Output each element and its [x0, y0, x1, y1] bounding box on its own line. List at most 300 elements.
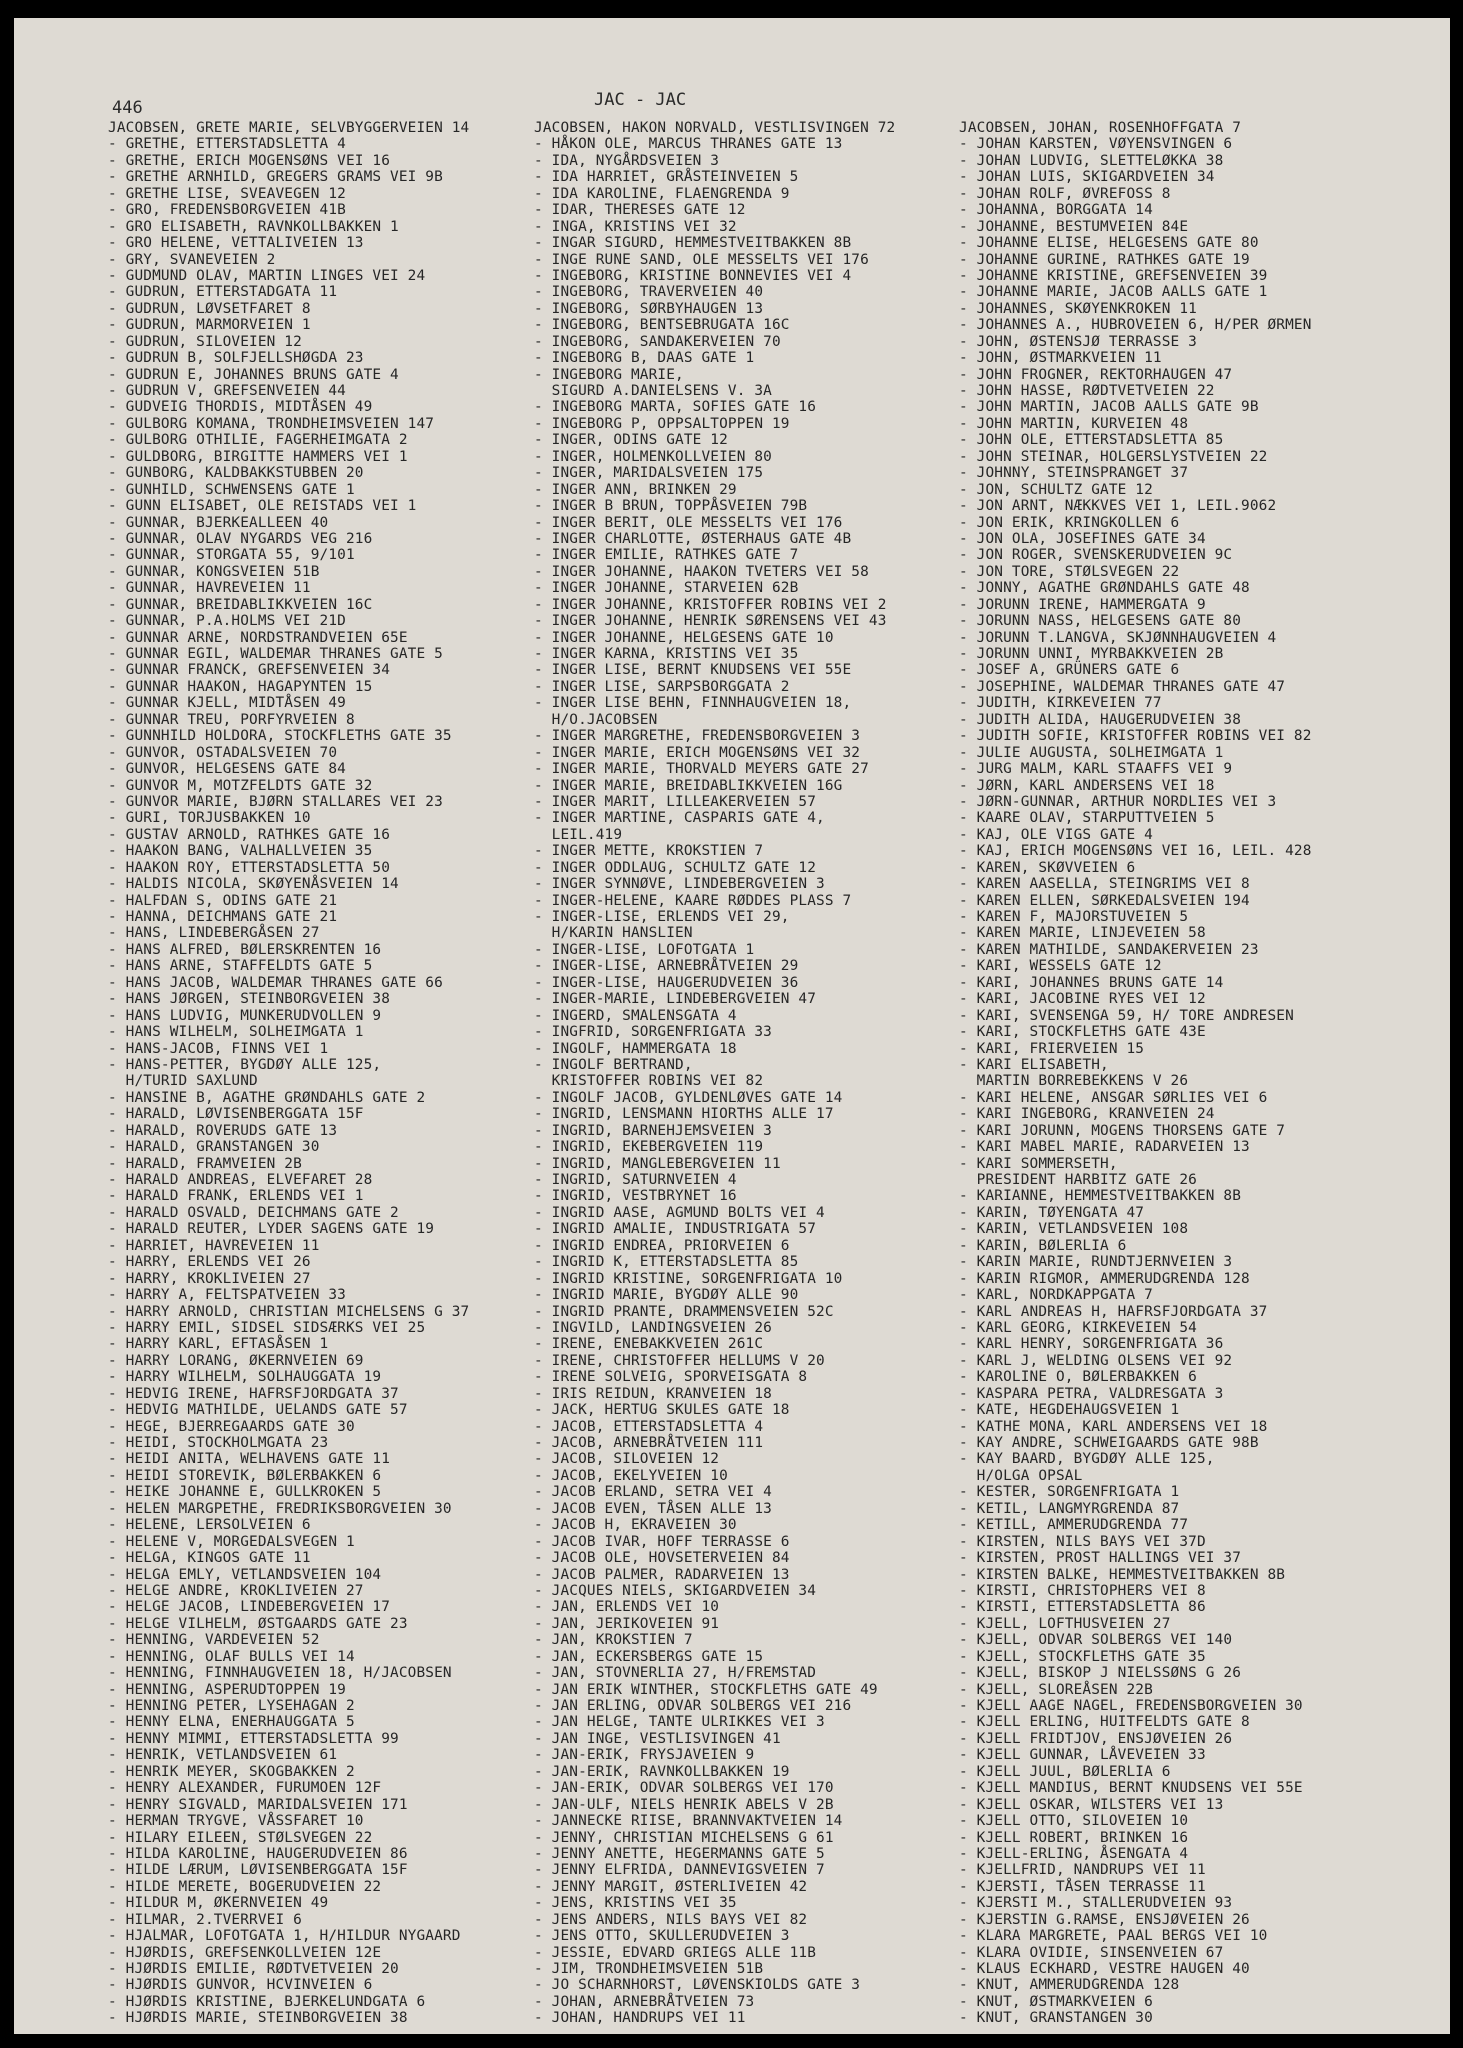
directory-entry: - HARRY, ERLENDS VEI 26	[108, 1254, 311, 1271]
directory-entry: - JOHAN ROLF, ØVREFOSS 8	[959, 185, 1171, 202]
directory-entry: - GRO HELENE, VETTALIVEIEN 13	[108, 235, 364, 252]
directory-entry: - KARIANNE, HEMMESTVEITBAKKEN 8B	[959, 1188, 1242, 1205]
directory-entry: - JOHAN LUDVIG, SLETTELØKKA 38	[959, 152, 1224, 169]
directory-entry: - JAN, ERLENDS VEI 10	[534, 1599, 720, 1616]
directory-entry: - KAARE OLAV, STARPUTTVEIEN 5	[959, 810, 1215, 827]
directory-entry: - JOSEPHINE, WALDEMAR THRANES GATE 47	[959, 678, 1286, 695]
directory-entry: - KAREN AASELLA, STEINGRIMS VEI 8	[959, 876, 1250, 893]
directory-entry: - GRO, FREDENSBORGVEIEN 41B	[108, 202, 346, 219]
directory-entry: - JACOB IVAR, HOFF TERRASSE 6	[534, 1533, 790, 1550]
directory-entry: - INGRID, LENSMANN HIORTHS ALLE 17	[534, 1106, 834, 1123]
directory-entry: - KARI, WESSELS GATE 12	[959, 958, 1162, 975]
directory-entry: - HAAKON ROY, ETTERSTADSLETTA 50	[108, 859, 391, 876]
directory-entry: - KJERSTIN G.RAMSE, ENSJØVEIEN 26	[959, 1911, 1250, 1928]
directory-entry: - KETIL, LANGMYRGRENDA 87	[959, 1500, 1180, 1517]
directory-entry: - INGOLF, HAMMERGATA 18	[534, 1040, 737, 1057]
directory-entry: - HELEN MARGPETHE, FREDRIKSBORGVEIEN 30	[108, 1500, 452, 1517]
directory-entry: - KJELL MANDIUS, BERNT KNUDSENS VEI 55E	[959, 1780, 1303, 1797]
directory-entry: - INGER JOHANNE, STARVEIEN 62B	[534, 580, 799, 597]
directory-entry: - HEIKE JOHANNE E, GULLKROKEN 5	[108, 1484, 382, 1501]
directory-entry: - INGEBORG, TRAVERVEIEN 40	[534, 284, 764, 301]
directory-entry: - GUNNHILD HOLDORA, STOCKFLETHS GATE 35	[108, 728, 452, 745]
directory-entry: - KAREN MARIE, LINJEVEIEN 58	[959, 925, 1206, 942]
directory-entry: - JOHAN LUIS, SKIGARDVEIEN 34	[959, 169, 1215, 186]
directory-entry: - JAN ERIK WINTHER, STOCKFLETHS GATE 49	[534, 1681, 878, 1698]
directory-entry: - KARL GEORG, KIRKEVEIEN 54	[959, 1319, 1197, 1336]
directory-entry: - KARIN, VETLANDSVEIEN 108	[959, 1221, 1189, 1238]
directory-entry: - KAREN ELLEN, SØRKEDALSVEIEN 194	[959, 892, 1250, 909]
directory-entry: - HARALD, LØVISENBERGGATA 15F	[108, 1106, 364, 1123]
directory-entry: - HELENE V, MORGEDALSVEGEN 1	[108, 1533, 355, 1550]
directory-entry: - KAREN F, MAJORSTUVEIEN 5	[959, 909, 1189, 925]
directory-entry: - KJELLFRID, NANDRUPS VEI 11	[959, 1862, 1206, 1879]
directory-entry: - JOHN HASSE, RØDTVETVEIEN 22	[959, 383, 1215, 399]
directory-entry: - KAY ANDRE, SCHWEIGAARDS GATE 98B	[959, 1435, 1259, 1451]
directory-entry: - HJØRDIS KRISTINE, BJERKELUNDGATA 6	[108, 1993, 426, 2010]
directory-entry: - JAN, STOVNERLIA 27, H/FREMSTAD	[534, 1665, 817, 1682]
directory-entry: MARTIN BORREBEKKENS V 26	[959, 1073, 1189, 1090]
directory-entry: - HENRY ALEXANDER, FURUMOEN 12F	[108, 1780, 382, 1797]
running-head: JAC - JAC	[594, 90, 687, 110]
directory-entry: - IDA, NYGÅRDSVEIEN 3	[534, 152, 720, 169]
directory-entry: - IRENE SOLVEIG, SPORVEISGATA 8	[534, 1369, 808, 1386]
directory-entry: - INGRID PRANTE, DRAMMENSVEIEN 52C	[534, 1303, 834, 1320]
directory-entry: - KAJ, ERICH MOGENSØNS VEI 16, LEIL. 428	[959, 843, 1312, 860]
directory-entry: - HARALD ANDREAS, ELVEFARET 28	[108, 1172, 373, 1188]
directory-entry: - GUDRUN V, GREFSENVEIEN 44	[108, 383, 346, 399]
directory-entry: - HANS WILHELM, SOLHEIMGATA 1	[108, 1024, 364, 1041]
directory-entry: - GUNNAR, BJERKEALLEEN 40	[108, 514, 329, 531]
directory-entry: - HARRY LORANG, ØKERNVEIEN 69	[108, 1352, 364, 1369]
directory-entry: - JUDITH, KIRKEVEIEN 77	[959, 695, 1162, 712]
directory-entry: - GUNNAR, OLAV NYGARDS VEG 216	[108, 530, 373, 547]
directory-entry: - KJELL ERLING, HUITFELDTS GATE 8	[959, 1714, 1250, 1731]
directory-entry: - JON, SCHULTZ GATE 12	[959, 481, 1153, 498]
directory-entry: - INGER, ODINS GATE 12	[534, 432, 728, 449]
directory-entry: - HERMAN TRYGVE, VÅSSFARET 10	[108, 1813, 364, 1830]
directory-entry: - JAN ERLING, ODVAR SOLBERGS VEI 216	[534, 1698, 852, 1714]
directory-entry: - GUDMUND OLAV, MARTIN LINGES VEI 24	[108, 267, 426, 284]
directory-entry: - KAREN, SKØVVEIEN 6	[959, 859, 1136, 876]
directory-page	[14, 18, 1450, 2034]
directory-entry: - INGER BERIT, OLE MESSELTS VEI 176	[534, 514, 843, 531]
directory-entry: - INGEBORG P, OPPSALTOPPEN 19	[534, 415, 790, 432]
directory-entry: - JOHN, ØSTENSJØ TERRASSE 3	[959, 333, 1197, 350]
directory-entry: - HEDVIG MATHILDE, UELANDS GATE 57	[108, 1402, 408, 1419]
directory-entry: - INGER-HELENE, KAARE RØDDES PLASS 7	[534, 892, 852, 909]
directory-entry: - KARI MABEL MARIE, RADARVEIEN 13	[959, 1139, 1250, 1156]
directory-entry: - GUNNAR, BREIDABLIKKVEIEN 16C	[108, 596, 373, 613]
directory-entry: - HILDE MERETE, BOGERUDVEIEN 22	[108, 1878, 382, 1895]
directory-entry: - JACOB PALMER, RADARVEIEN 13	[534, 1566, 790, 1583]
directory-entry: - JAN-ERIK, RAVNKOLLBAKKEN 19	[534, 1763, 790, 1780]
directory-entry: - GULDBORG, BIRGITTE HAMMERS VEI 1	[108, 448, 408, 465]
directory-entry: - GUNNAR, P.A.HOLMS VEI 21D	[108, 613, 346, 630]
directory-entry: - KAY BAARD, BYGDØY ALLE 125,	[959, 1451, 1215, 1468]
directory-entry: - JON OLA, JOSEFINES GATE 34	[959, 530, 1206, 547]
directory-entry: - GUSTAV ARNOLD, RATHKES GATE 16	[108, 826, 391, 843]
directory-entry: - INGRID MARIE, BYGDØY ALLE 90	[534, 1287, 799, 1304]
directory-entry: - KAROLINE O, BØLERBAKKEN 6	[959, 1369, 1197, 1386]
directory-entry: KRISTOFFER ROBINS VEI 82	[534, 1073, 764, 1090]
directory-entry: - HENNY ELNA, ENERHAUGGATA 5	[108, 1714, 355, 1731]
directory-entry: H/TURID SAXLUND	[108, 1073, 258, 1090]
directory-entry: - JON ARNT, NÆKKVES VEI 1, LEIL.9062	[959, 498, 1277, 515]
directory-entry: - KATHE MONA, KARL ANDERSENS VEI 18	[959, 1418, 1268, 1435]
directory-entry: - INGER ANN, BRINKEN 29	[534, 481, 737, 498]
directory-entry: - JENS, KRISTINS VEI 35	[534, 1895, 737, 1912]
directory-entry: - HEDVIG IRENE, HAFRSFJORDGATA 37	[108, 1385, 399, 1402]
directory-entry: - JAN-ERIK, FRYSJAVEIEN 9	[534, 1747, 755, 1764]
directory-entry: - INGER JOHANNE, HAAKON TVETERS VEI 58	[534, 563, 869, 580]
directory-entry: - KARL HENRY, SORGENFRIGATA 36	[959, 1336, 1224, 1353]
directory-entry: - INGER LISE BEHN, FINNHAUGVEIEN 18,	[534, 695, 852, 712]
directory-entry: - KARI, JOHANNES BRUNS GATE 14	[959, 974, 1224, 991]
directory-entry: - GUNNAR, STORGATA 55, 9/101	[108, 547, 355, 564]
directory-entry: - INGER-LISE, LOFOTGATA 1	[534, 941, 755, 958]
directory-entry: - GUNNAR EGIL, WALDEMAR THRANES GATE 5	[108, 646, 443, 662]
directory-entry: - HENNING, FINNHAUGVEIEN 18, H/JACOBSEN	[108, 1665, 452, 1682]
directory-entry: - KARI, JACOBINE RYES VEI 12	[959, 991, 1206, 1008]
directory-entry: - GUDRUN, LØVSETFARET 8	[108, 300, 311, 317]
directory-entry: - HILDE LÆRUM, LØVISENBERGGATA 15F	[108, 1862, 408, 1879]
directory-entry: - GUDRUN, MARMORVEIEN 1	[108, 317, 311, 334]
directory-entry: - HILMAR, 2.TVERRVEI 6	[108, 1911, 302, 1928]
directory-entry: - GUNNAR TREU, PORFYRVEIEN 8	[108, 711, 355, 728]
directory-entry: - KESTER, SORGENFRIGATA 1	[959, 1484, 1180, 1501]
directory-entry: - HENRIK MEYER, SKOGBAKKEN 2	[108, 1763, 355, 1780]
directory-entry: - KIRSTI, ETTERSTADSLETTA 86	[959, 1599, 1206, 1616]
directory-entry: - KJELL AAGE NAGEL, FREDENSBORGVEIEN 30	[959, 1698, 1303, 1714]
directory-entry: - JOHN MARTIN, JACOB AALLS GATE 9B	[959, 399, 1259, 416]
directory-entry: - GRETHE ARNHILD, GREGERS GRAMS VEI 9B	[108, 169, 443, 186]
directory-entry: - INGER JOHANNE, KRISTOFFER ROBINS VEI 2	[534, 596, 887, 613]
directory-entry: - INGER LISE, SARPSBORGGATA 2	[534, 678, 790, 695]
directory-entry: - INGER-LISE, HAUGERUDVEIEN 36	[534, 974, 799, 991]
directory-entry: - HJØRDIS, GREFSENKOLLVEIEN 12E	[108, 1944, 382, 1961]
directory-entry: - HENNING PETER, LYSEHAGAN 2	[108, 1698, 355, 1714]
directory-entry: - HALFDAN S, ODINS GATE 21	[108, 892, 338, 909]
directory-entry: - GRO ELISABETH, RAVNKOLLBAKKEN 1	[108, 218, 399, 235]
directory-entry: - HELGE ANDRE, KROKLIVEIEN 27	[108, 1582, 364, 1599]
directory-entry: - IRENE, CHRISTOFFER HELLUMS V 20	[534, 1352, 825, 1369]
directory-entry: - JAN, KROKSTIEN 7	[534, 1632, 693, 1649]
directory-entry: - INGRID ENDREA, PRIORVEIEN 6	[534, 1237, 790, 1254]
directory-entry: - JENNY ANETTE, HEGERMANNS GATE 5	[534, 1845, 825, 1862]
directory-entry: - HARRY A, FELTSPATVEIEN 33	[108, 1287, 346, 1304]
directory-entry: - HARALD REUTER, LYDER SAGENS GATE 19	[108, 1221, 435, 1238]
directory-entry: - JOHAN KARSTEN, VØYENSVINGEN 6	[959, 136, 1233, 153]
directory-entry: - JACQUES NIELS, SKIGARDVEIEN 34	[534, 1582, 817, 1599]
directory-entry: - HANS-JACOB, FINNS VEI 1	[108, 1040, 329, 1057]
directory-entry: - HARALD, ROVERUDS GATE 13	[108, 1122, 338, 1139]
directory-entry: - JOHANNE ELISE, HELGESENS GATE 80	[959, 235, 1259, 252]
directory-entry: - INGEBORG MARTA, SOFIES GATE 16	[534, 399, 817, 416]
directory-entry: - INGVILD, LANDINGSVEIEN 26	[534, 1319, 772, 1336]
directory-entry: - HÅKON OLE, MARCUS THRANES GATE 13	[534, 136, 843, 153]
directory-column-1	[108, 120, 553, 2027]
directory-entry: - JORUNN UNNI, MYRBAKKVEIEN 2B	[959, 646, 1224, 662]
directory-entry: - JIM, TRONDHEIMSVEIEN 51B	[534, 1961, 764, 1977]
directory-entry: - HELGA EMLY, VETLANDSVEIEN 104	[108, 1566, 382, 1583]
directory-entry: - KIRSTEN BALKE, HEMMESTVEITBAKKEN 8B	[959, 1566, 1286, 1583]
directory-entry: - KJELL, SLOREÅSEN 22B	[959, 1681, 1153, 1698]
directory-entry: - INGFRID, SORGENFRIGATA 33	[534, 1024, 772, 1041]
directory-entry: - KIRSTEN, PROST HALLINGS VEI 37	[959, 1550, 1242, 1567]
directory-entry: - HJALMAR, LOFOTGATA 1, H/HILDUR NYGAARD	[108, 1928, 461, 1945]
directory-entry: - JOHN MARTIN, KURVEIEN 48	[959, 415, 1189, 432]
directory-entry: - INGAR SIGURD, HEMMESTVEITBAKKEN 8B	[534, 235, 852, 252]
directory-entry: - KARI ELISABETH,	[959, 1056, 1109, 1073]
directory-entry: - JOHNNY, STEINSPRANGET 37	[959, 465, 1189, 482]
directory-entry: - KJERSTI, TÅSEN TERRASSE 11	[959, 1878, 1206, 1895]
directory-entry: - JACOB, ETTERSTADSLETTA 4	[534, 1418, 764, 1435]
directory-entry: - INGRID, EKEBERGVEIEN 119	[534, 1139, 764, 1156]
directory-entry: - KJELL, ODVAR SOLBERGS VEI 140	[959, 1632, 1233, 1649]
directory-entry: - KARI, STOCKFLETHS GATE 43E	[959, 1024, 1206, 1041]
directory-entry: - JURG MALM, KARL STAAFFS VEI 9	[959, 761, 1233, 778]
directory-entry: - INGER CHARLOTTE, ØSTERHAUS GATE 4B	[534, 530, 852, 547]
directory-entry: - INGER LISE, BERNT KNUDSENS VEI 55E	[534, 662, 852, 679]
directory-entry: - INGEBORG, BENTSEBRUGATA 16C	[534, 317, 790, 334]
directory-entry: - HANS, LINDEBERGÅSEN 27	[108, 925, 320, 942]
directory-entry: - JACOB, EKELYVEIEN 10	[534, 1467, 728, 1484]
directory-entry: - HANS JØRGEN, STEINBORGVEIEN 38	[108, 991, 391, 1008]
directory-entry: - INGER B BRUN, TOPPÅSVEIEN 79B	[534, 498, 808, 515]
directory-entry: - GULBORG OTHILIE, FAGERHEIMGATA 2	[108, 432, 408, 449]
directory-entry: - KJERSTI M., STALLERUDVEIEN 93	[959, 1895, 1233, 1912]
directory-entry: - KARI HELENE, ANSGAR SØRLIES VEI 6	[959, 1089, 1268, 1106]
directory-entry: - HARRY WILHELM, SOLHAUGGATA 19	[108, 1369, 382, 1386]
directory-entry: - HARRY ARNOLD, CHRISTIAN MICHELSENS G 37	[108, 1303, 470, 1320]
directory-entry: - INGER-LISE, ARNEBRÅTVEIEN 29	[534, 958, 799, 975]
directory-entry: H/OLGA OPSAL	[959, 1467, 1083, 1484]
directory-entry: - INGOLF BERTRAND,	[534, 1056, 693, 1073]
directory-entry: SIGURD A.DANIELSENS V. 3A	[534, 383, 772, 399]
directory-entry: - HENRIK, VETLANDSVEIEN 61	[108, 1747, 338, 1764]
directory-entry: - IDA KAROLINE, FLAENGRENDA 9	[534, 185, 790, 202]
directory-entry: - JORUNN T.LANGVA, SKJØNNHAUGVEIEN 4	[959, 629, 1277, 646]
directory-entry: - JONNY, AGATHE GRØNDAHLS GATE 48	[959, 580, 1250, 597]
directory-entry: - HANSINE B, AGATHE GRØNDAHLS GATE 2	[108, 1089, 426, 1106]
directory-entry: - HENNY MIMMI, ETTERSTADSLETTA 99	[108, 1730, 399, 1747]
directory-entry: - INGRID AASE, AGMUND BOLTS VEI 4	[534, 1204, 825, 1221]
directory-entry: - HANNA, DEICHMANS GATE 21	[108, 909, 338, 925]
directory-entry: - JACOB EVEN, TÅSEN ALLE 13	[534, 1500, 772, 1517]
directory-entry: - INGER MARGRETHE, FREDENSBORGVEIEN 3	[534, 728, 861, 745]
directory-entry: - KARI INGEBORG, KRANVEIEN 24	[959, 1106, 1215, 1123]
directory-entry: - GUNVOR, OSTADALSVEIEN 70	[108, 744, 338, 761]
directory-entry: - GUNNAR FRANCK, GREFSENVEIEN 34	[108, 662, 391, 679]
directory-entry: - JOHANNES, SKØYENKROKEN 11	[959, 300, 1197, 317]
directory-entry: - INGRID AMALIE, INDUSTRIGATA 57	[534, 1221, 817, 1238]
directory-entry: - INGER MARIT, LILLEAKERVEIEN 57	[534, 793, 817, 810]
directory-entry: - JØRN-GUNNAR, ARTHUR NORDLIES VEI 3	[959, 793, 1277, 810]
directory-entry: - JOHANNE, BESTUMVEIEN 84E	[959, 218, 1189, 235]
directory-entry: - HELGE VILHELM, ØSTGAARDS GATE 23	[108, 1615, 408, 1632]
directory-entry: JACOBSEN, JOHAN, ROSENHOFFGATA 7	[959, 120, 1242, 136]
directory-entry: - INGEBORG, KRISTINE BONNEVIES VEI 4	[534, 267, 852, 284]
directory-entry: - HEIDI, STOCKHOLMGATA 23	[108, 1435, 329, 1451]
directory-entry: - INGER, HOLMENKOLLVEIEN 80	[534, 448, 772, 465]
directory-entry: - INGERD, SMALENSGATA 4	[534, 1007, 737, 1024]
directory-entry: - JORUNN IRENE, HAMMERGATA 9	[959, 596, 1206, 613]
directory-entry: PRESIDENT HARBITZ GATE 26	[959, 1172, 1197, 1188]
directory-entry: - GUNNAR KJELL, MIDTÅSEN 49	[108, 695, 346, 712]
directory-entry: - JØRN, KARL ANDERSENS VEI 18	[959, 777, 1215, 794]
directory-entry: - JUDITH SOFIE, KRISTOFFER ROBINS VEI 82	[959, 728, 1312, 745]
directory-entry: - INGEBORG B, DAAS GATE 1	[534, 350, 755, 367]
directory-entry: - JENNY, CHRISTIAN MICHELSENS G 61	[534, 1829, 834, 1846]
directory-entry: - KIRSTEN, NILS BAYS VEI 37D	[959, 1533, 1206, 1550]
directory-entry: - GUNNAR, HAVREVEIEN 11	[108, 580, 311, 597]
directory-entry: - HAAKON BANG, VALHALLVEIEN 35	[108, 843, 373, 860]
directory-entry: - JAN INGE, VESTLISVINGEN 41	[534, 1730, 781, 1747]
directory-entry: - GUNNAR, KONGSVEIEN 51B	[108, 563, 320, 580]
directory-column-3	[959, 120, 1404, 2027]
directory-entry: - JACOB OLE, HOVSETERVEIEN 84	[534, 1550, 790, 1567]
directory-entry: - HARRY, KROKLIVEIEN 27	[108, 1270, 311, 1287]
directory-entry: - HEGE, BJERREGAARDS GATE 30	[108, 1418, 355, 1435]
directory-entry: - GUDRUN B, SOLFJELLSHØGDA 23	[108, 350, 364, 367]
directory-entry: - GUNN ELISABET, OLE REISTADS VEI 1	[108, 498, 417, 515]
directory-entry: - HARALD, GRANSTANGEN 30	[108, 1139, 320, 1156]
directory-entry: - HARALD OSVALD, DEICHMANS GATE 2	[108, 1204, 399, 1221]
directory-entry: - INGER MARTINE, CASPARIS GATE 4,	[534, 810, 825, 827]
directory-entry: - GUNNAR HAAKON, HAGAPYNTEN 15	[108, 678, 373, 695]
directory-entry: - JOHANNES A., HUBROVEIEN 6, H/PER ØRMEN	[959, 317, 1312, 334]
directory-entry: - JOHANNE KRISTINE, GREFSENVEIEN 39	[959, 267, 1268, 284]
directory-entry: - INGRID K, ETTERSTADSLETTA 85	[534, 1254, 799, 1271]
directory-entry: - GUNVOR M, MOTZFELDTS GATE 32	[108, 777, 373, 794]
directory-entry: - JACOB H, EKRAVEIEN 30	[534, 1517, 737, 1534]
directory-entry: - INGRID, MANGLEBERGVEIEN 11	[534, 1155, 781, 1172]
directory-entry: JACOBSEN, GRETE MARIE, SELVBYGGERVEIEN 14	[108, 120, 470, 136]
directory-entry: - HEIDI STOREVIK, BØLERBAKKEN 6	[108, 1467, 382, 1484]
directory-entry: - JORUNN NASS, HELGESENS GATE 80	[959, 613, 1242, 630]
directory-entry: - KASPARA PETRA, VALDRESGATA 3	[959, 1385, 1224, 1402]
directory-entry: - JENNY ELFRIDA, DANNEVIGSVEIEN 7	[534, 1862, 825, 1879]
directory-entry: - GUNVOR MARIE, BJØRN STALLARES VEI 23	[108, 793, 443, 810]
directory-entry: - INGE RUNE SAND, OLE MESSELTS VEI 176	[534, 251, 869, 268]
directory-column-2	[534, 120, 979, 2027]
directory-entry: - INGRID, VESTBRYNET 16	[534, 1188, 737, 1205]
directory-entry: - JENS ANDERS, NILS BAYS VEI 82	[534, 1911, 808, 1928]
directory-entry: - GUDRUN, SILOVEIEN 12	[108, 333, 302, 350]
directory-entry: - KARL ANDREAS H, HAFRSFJORDGATA 37	[959, 1303, 1268, 1320]
directory-entry: - KARI, FRIERVEIEN 15	[959, 1040, 1145, 1057]
directory-entry: - KJELL FRIDTJOV, ENSJØVEIEN 26	[959, 1730, 1233, 1747]
directory-entry: - INGRID KRISTINE, SORGENFRIGATA 10	[534, 1270, 843, 1287]
directory-entry: - HARRY EMIL, SIDSEL SIDSÆRKS VEI 25	[108, 1319, 426, 1336]
directory-entry: H/O.JACOBSEN	[534, 711, 658, 728]
directory-entry: - KJELL OTTO, SILOVEIEN 10	[959, 1813, 1189, 1830]
directory-entry: - JO SCHARNHORST, LØVENSKIOLDS GATE 3	[534, 1977, 861, 1994]
directory-entry: - JOHANNA, BORGGATA 14	[959, 202, 1153, 219]
directory-entry: - INGEBORG MARIE,	[534, 366, 684, 383]
directory-entry: - INGER MARIE, THORVALD MEYERS GATE 27	[534, 761, 869, 778]
directory-entry: - JOHANNE MARIE, JACOB AALLS GATE 1	[959, 284, 1268, 301]
directory-entry: - KARIN RIGMOR, AMMERUDGRENDA 128	[959, 1270, 1250, 1287]
directory-entry: LEIL.419	[534, 826, 623, 843]
directory-entry: - HJØRDIS MARIE, STEINBORGVEIEN 38	[108, 2010, 408, 2027]
directory-entry: - GUNHILD, SCHWENSENS GATE 1	[108, 481, 355, 498]
directory-entry: - HARALD FRANK, ERLENDS VEI 1	[108, 1188, 364, 1205]
directory-entry: - JACOB ERLAND, SETRA VEI 4	[534, 1484, 772, 1501]
directory-entry: - INGOLF JACOB, GYLDENLØVES GATE 14	[534, 1089, 843, 1106]
directory-entry: - INGER ODDLAUG, SCHULTZ GATE 12	[534, 859, 817, 876]
directory-entry: - GRETHE LISE, SVEAVEGEN 12	[108, 185, 346, 202]
directory-entry: - KARL J, WELDING OLSENS VEI 92	[959, 1352, 1233, 1369]
directory-entry: - HJØRDIS EMILIE, RØDTVETVEIEN 20	[108, 1961, 399, 1977]
directory-entry: - JOHANNE GURINE, RATHKES GATE 19	[959, 251, 1250, 268]
directory-entry: - INGEBORG, SANDAKERVEIEN 70	[534, 333, 781, 350]
directory-entry: - INGEBORG, SØRBYHAUGEN 13	[534, 300, 764, 317]
directory-entry: - HANS ARNE, STAFFELDTS GATE 5	[108, 958, 373, 975]
directory-entry: - GRETHE, ETTERSTADSLETTA 4	[108, 136, 346, 153]
directory-entry: - JENNY MARGIT, ØSTERLIVEIEN 42	[534, 1878, 808, 1895]
directory-entry: - JOSEF A, GRÜNERS GATE 6	[959, 662, 1180, 679]
directory-entry: - HARRIET, HAVREVEIEN 11	[108, 1237, 320, 1254]
directory-entry: - INGER SYNNØVE, LINDEBERGVEIEN 3	[534, 876, 825, 893]
directory-entry: - HILARY EILEEN, STØLSVEGEN 22	[108, 1829, 373, 1846]
directory-entry: - GUNVOR, HELGESENS GATE 84	[108, 761, 346, 778]
directory-entry: - JUDITH ALIDA, HAUGERUDVEIEN 38	[959, 711, 1242, 728]
directory-entry: - INGER MARIE, ERICH MOGENSØNS VEI 32	[534, 744, 861, 761]
directory-entry: - INGA, KRISTINS VEI 32	[534, 218, 737, 235]
directory-entry: - KLARA OVIDIE, SINSENVEIEN 67	[959, 1944, 1224, 1961]
directory-entry: - KARIN, TØYENGATA 47	[959, 1204, 1145, 1221]
directory-entry: - KJELL, STOCKFLETHS GATE 35	[959, 1648, 1206, 1665]
directory-entry: - IDAR, THERESES GATE 12	[534, 202, 746, 219]
directory-entry: - JON ROGER, SVENSKERUDVEIEN 9C	[959, 547, 1233, 564]
directory-entry: - GRY, SVANEVEIEN 2	[108, 251, 276, 268]
directory-entry: - GUDRUN E, JOHANNES BRUNS GATE 4	[108, 366, 399, 383]
directory-entry: - KNUT, AMMERUDGRENDA 128	[959, 1977, 1180, 1994]
directory-entry: - JAN, JERIKOVEIEN 91	[534, 1615, 720, 1632]
directory-entry: - HARRY KARL, EFTASÅSEN 1	[108, 1336, 329, 1353]
directory-entry: - HENNING, ASPERUDTOPPEN 19	[108, 1681, 346, 1698]
directory-entry: - JAN-ULF, NIELS HENRIK ABELS V 2B	[534, 1796, 834, 1813]
directory-entry: - JACOB, SILOVEIEN 12	[534, 1451, 720, 1468]
directory-entry: - JENS OTTO, SKULLERUDVEIEN 3	[534, 1928, 790, 1945]
directory-entry: - JANNECKE RIISE, BRANNVAKTVEIEN 14	[534, 1813, 843, 1830]
directory-entry: - JULIE AUGUSTA, SOLHEIMGATA 1	[959, 744, 1224, 761]
directory-entry: - JAN, ECKERSBERGS GATE 15	[534, 1648, 764, 1665]
directory-entry: - HALDIS NICOLA, SKØYENÅSVEIEN 14	[108, 876, 399, 893]
page-number: 446	[112, 98, 143, 118]
directory-entry: - HARALD, FRAMVEIEN 2B	[108, 1155, 302, 1172]
directory-entry: - KLAUS ECKHARD, VESTRE HAUGEN 40	[959, 1961, 1250, 1977]
directory-entry: - GULBORG KOMANA, TRONDHEIMSVEIEN 147	[108, 415, 435, 432]
directory-entry: - JOHAN, HANDRUPS VEI 11	[534, 2010, 746, 2027]
directory-entry: - KJELL, BISKOP J NIELSSØNS G 26	[959, 1665, 1242, 1682]
directory-entry: - JACOB, ARNEBRÅTVEIEN 111	[534, 1435, 764, 1451]
directory-entry: - INGER JOHANNE, HENRIK SØRENSENS VEI 43	[534, 613, 887, 630]
directory-entry: - GURI, TORJUSBAKKEN 10	[108, 810, 311, 827]
directory-entry: - IDA HARRIET, GRÅSTEINVEIEN 5	[534, 169, 799, 186]
directory-entry: - JOHN STEINAR, HOLGERSLYSTVEIEN 22	[959, 448, 1268, 465]
directory-entry: JACOBSEN, HAKON NORVALD, VESTLISVINGEN 72	[534, 120, 896, 136]
directory-entry: - KARIN MARIE, RUNDTJERNVEIEN 3	[959, 1254, 1233, 1271]
directory-entry: - INGER JOHANNE, HELGESENS GATE 10	[534, 629, 834, 646]
directory-entry: - KJELL-ERLING, ÅSENGATA 4	[959, 1845, 1189, 1862]
directory-entry: - INGER, MARIDALSVEIEN 175	[534, 465, 764, 482]
directory-entry: - INGRID, BARNEHJEMSVEIEN 3	[534, 1122, 772, 1139]
directory-entry: - KATE, HEGDEHAUGSVEIEN 1	[959, 1402, 1180, 1419]
directory-entry: - JON ERIK, KRINGKOLLEN 6	[959, 514, 1180, 531]
directory-entry: - KJELL, LOFTHUSVEIEN 27	[959, 1615, 1171, 1632]
